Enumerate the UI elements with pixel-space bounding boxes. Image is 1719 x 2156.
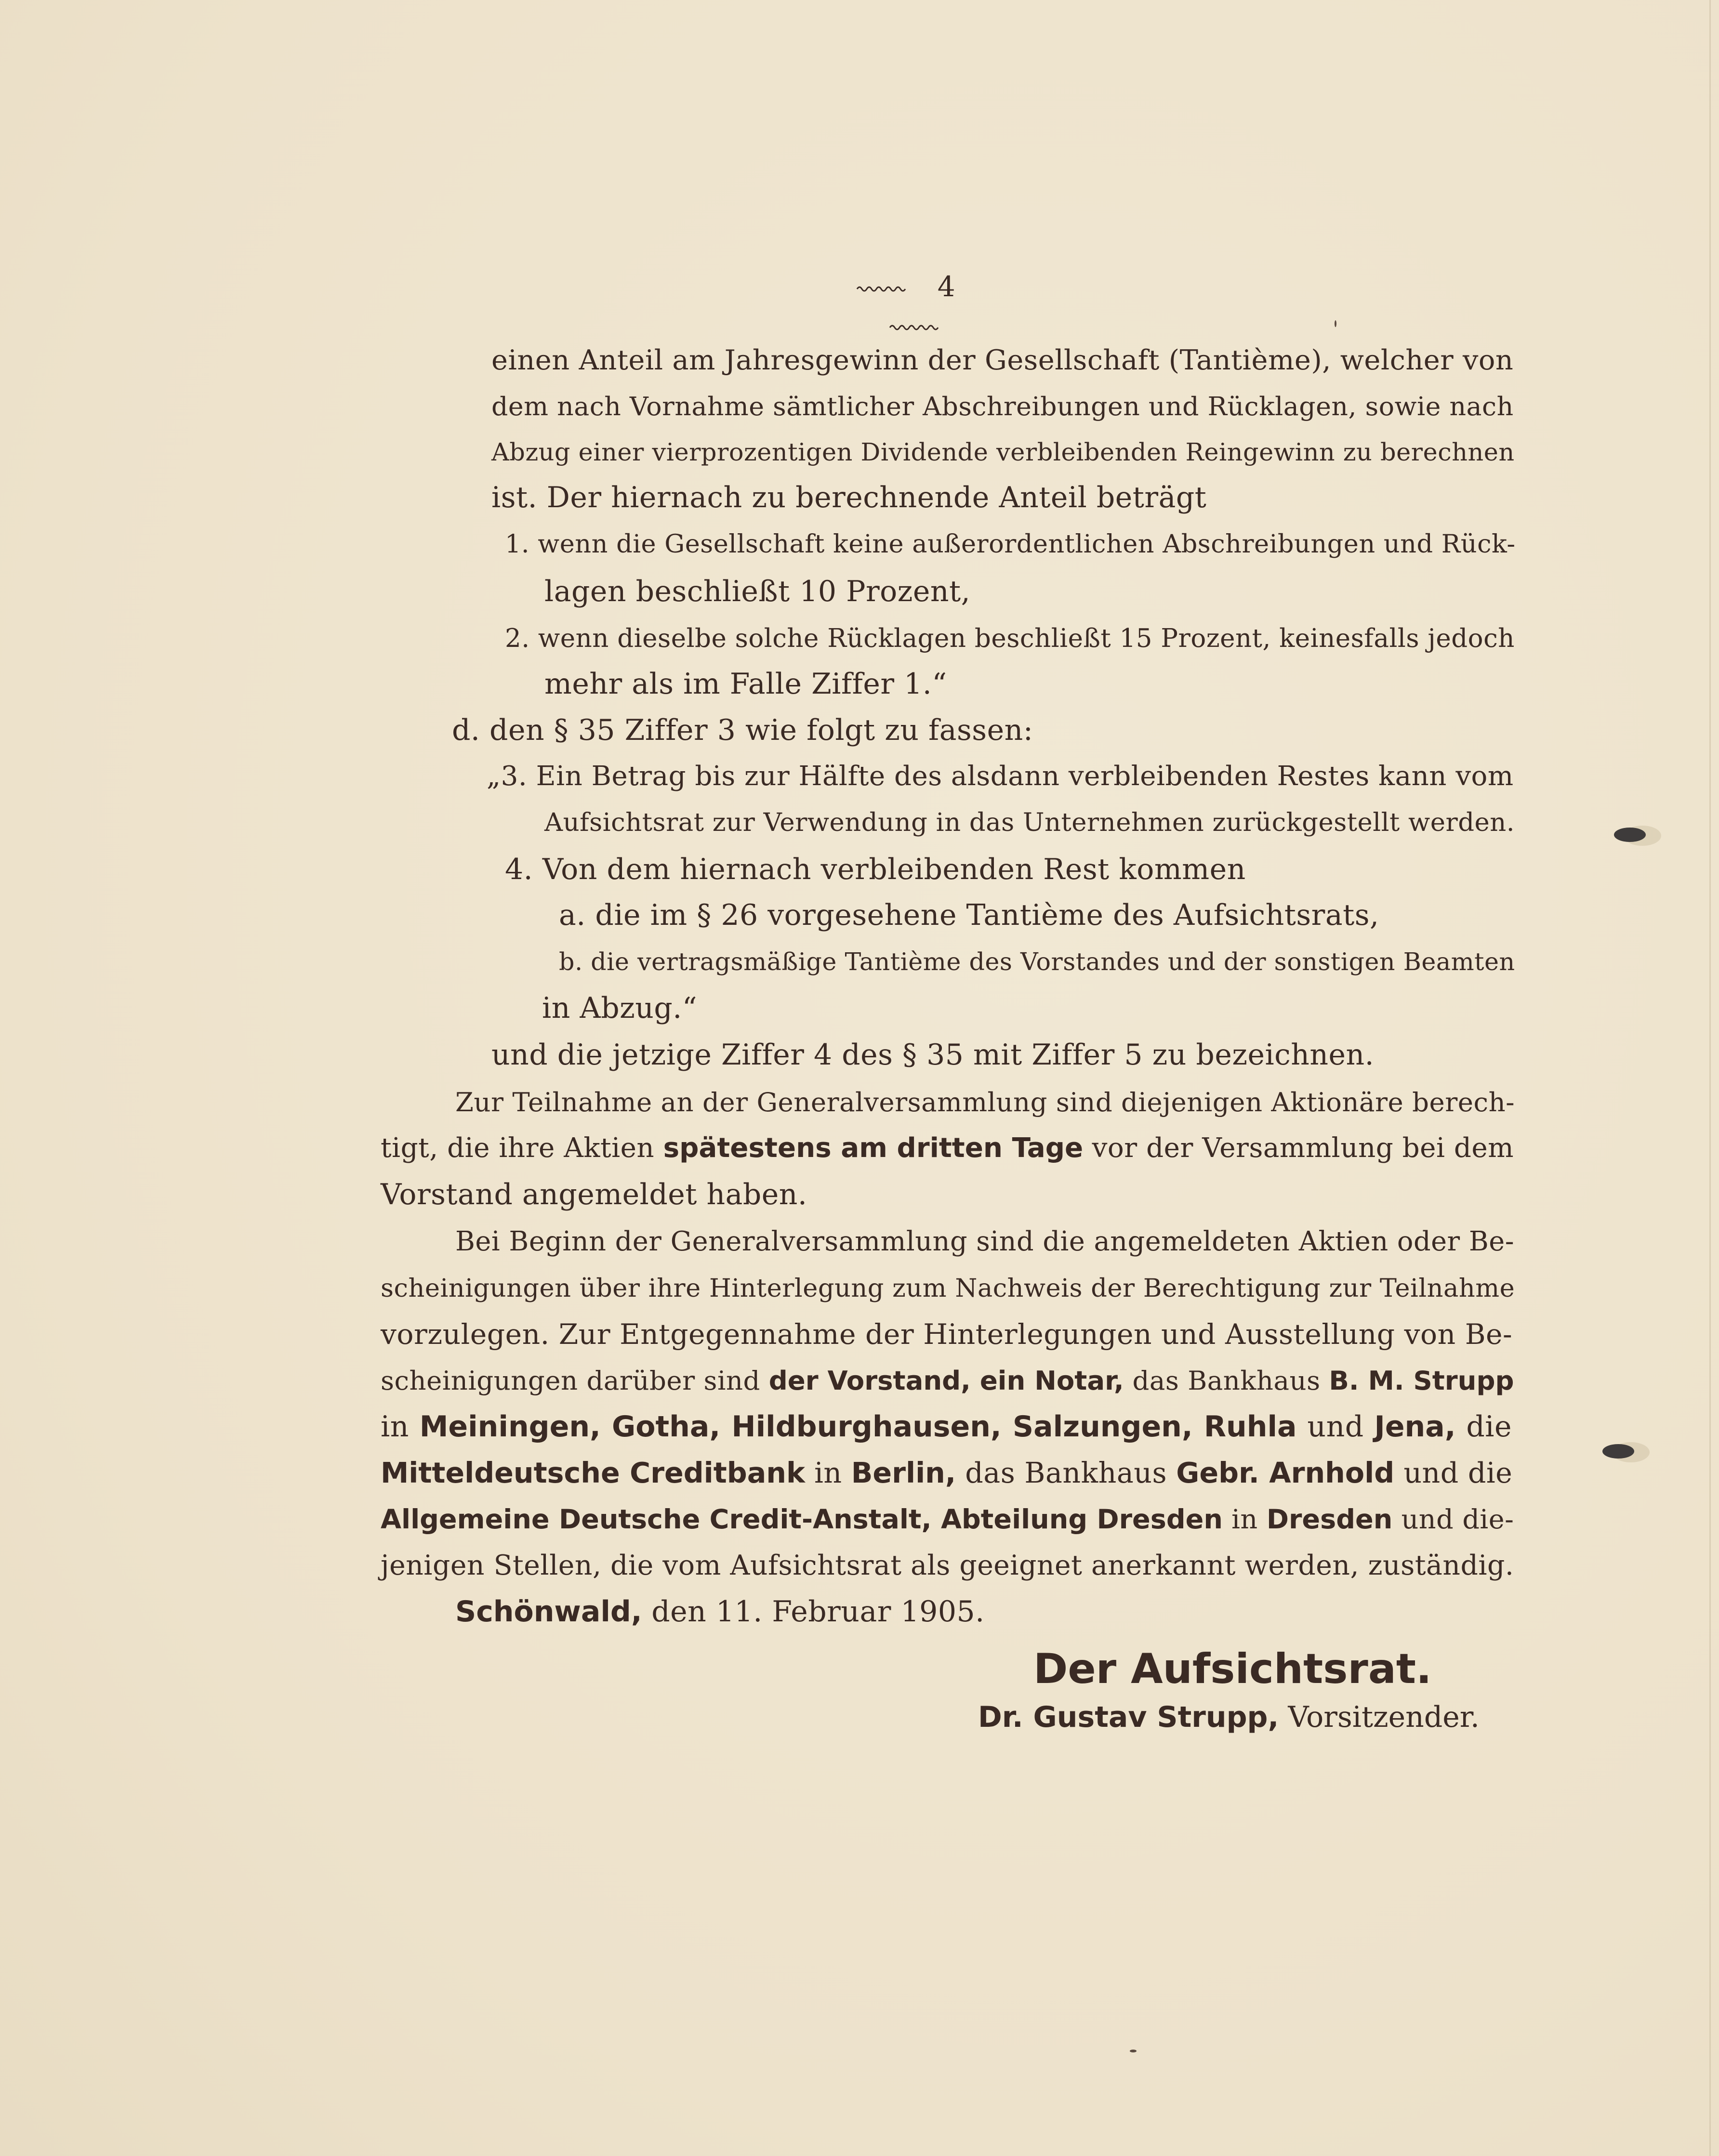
clause-4b-cont: in Abzug.“ (542, 991, 698, 1025)
clause-4: 4. Von dem hiernach verbleibenden Rest kommen (505, 853, 1246, 886)
page-edge (1709, 0, 1711, 2156)
para1-line: Zur Teilnahme an der Generalversammlung sind diejenigen Aktionäre berech- (455, 1087, 1515, 1117)
para2-line (381, 1410, 1512, 1444)
list-item-2: 2. wenn dieselbe solche Rücklagen beschließt 15 Prozent, keinesfalls jedoch (505, 624, 1515, 653)
list-item-1-cont: lagen beschließt 10 Prozent, (544, 575, 971, 608)
page-number-text: 4 (937, 270, 955, 303)
para2-line: scheinigungen über ihre Hinterlegung zum Nachweis der Berechtigung zur Teilnahme (381, 1274, 1515, 1303)
signer-name: Dr. Gustav Strupp, (978, 1700, 1279, 1734)
bold-city: Berlin, (851, 1457, 956, 1489)
list-item-1: 1. wenn die Gesellschaft keine außerordentlichen Abschreibungen und Rück- (505, 529, 1516, 559)
bold-city: Dresden (1266, 1504, 1393, 1535)
text-run: in (805, 1457, 851, 1489)
dateline (455, 1595, 985, 1629)
bold-bank-name: Gebr. Arnhold (1176, 1457, 1395, 1489)
signature-line (978, 1700, 1480, 1734)
bold-deadline: spätestens am dritten Tage (663, 1132, 1084, 1164)
text-run: die (1455, 1410, 1512, 1444)
closing-body: Der Aufsichtsrat. (1033, 1645, 1432, 1693)
clause-d: d. den § 35 Ziffer 3 wie folgt zu fassen: (452, 713, 1033, 747)
para2-line (381, 1456, 1512, 1490)
para2-line (381, 1364, 1512, 1397)
text-line: dem nach Vornahme sämtlicher Abschreibungen und Rücklagen, sowie nach (491, 391, 1514, 421)
text-run: das Bankhaus (1124, 1365, 1329, 1396)
wave-ornament-left-icon (856, 282, 909, 296)
date-text: den 11. Februar 1905. (642, 1595, 985, 1629)
text-run: tigt, die ihre Aktien (381, 1132, 663, 1164)
text-run: scheinigungen darüber sind (381, 1365, 769, 1396)
text-line: ist. Der hiernach zu berechnende Anteil beträgt (491, 481, 1207, 514)
list-item-2-cont: mehr als im Falle Ziffer 1.“ (544, 667, 947, 701)
text-run: und (1296, 1410, 1375, 1444)
para2-line (381, 1503, 1512, 1537)
text-run: und die (1394, 1457, 1513, 1489)
punch-hole-top (1614, 828, 1646, 842)
clause-3: „3. Ein Betrag bis zur Hälfte des alsdann verbleibenden Restes kann vom (487, 761, 1514, 792)
speck (1130, 2050, 1137, 2052)
signer-role: Vorsitzender. (1279, 1700, 1480, 1734)
text-line: einen Anteil am Jahresgewinn der Gesellschaft (Tantième), welcher von (491, 344, 1514, 376)
text-run: in (381, 1410, 420, 1444)
bold-run: der Vorstand, ein Notar, (768, 1365, 1124, 1396)
bold-bank-name: Allgemeine Deutsche Credit-Anstalt, Abteilung Dresden (381, 1504, 1223, 1535)
bold-cities: Meiningen, Gotha, Hildburghausen, Salzungen, Ruhla (419, 1410, 1297, 1444)
clause-4b: b. die vertragsmäßige Tantième des Vorstandes und der sonstigen Beamten (559, 947, 1515, 976)
speck (1335, 320, 1336, 327)
text-run: in (1222, 1504, 1267, 1535)
punch-hole-bottom (1602, 1444, 1634, 1459)
text-line: und die jetzige Ziffer 4 des § 35 mit Ziffer 5 zu bezeichnen. (491, 1038, 1375, 1072)
bold-city: Jena, (1374, 1410, 1456, 1444)
para1-line (381, 1131, 1512, 1165)
para1-line: Vorstand angemeldet haben. (381, 1178, 807, 1211)
text-run: und die- (1392, 1504, 1514, 1535)
text-run: das Bankhaus (956, 1457, 1177, 1489)
bold-bank-name: B. M. Strupp (1329, 1365, 1514, 1396)
bold-bank-name: Mitteldeutsche Creditbank (381, 1457, 805, 1489)
page-number (836, 267, 995, 306)
para2-line: Bei Beginn der Generalversammlung sind die angemeldeten Aktien oder Be- (455, 1226, 1515, 1257)
text-line: Abzug einer vierprozentigen Dividende verbleibenden Reingewinn zu berechnen (491, 438, 1515, 467)
clause-3-cont: Aufsichtsrat zur Verwendung in das Unternehmen zurückgestellt werden. (544, 808, 1515, 837)
clause-4a: a. die im § 26 vorgesehene Tantième des Aufsichtsrats, (559, 898, 1379, 932)
text-run: vor der Versammlung bei dem (1083, 1132, 1514, 1164)
para2-line: jenigen Stellen, die vom Aufsichtsrat als geeignet anerkannt werden, zuständig. (381, 1550, 1514, 1581)
para2-line: vorzulegen. Zur Entgegennahme der Hinterlegungen und Ausstellung von Be- (381, 1318, 1513, 1351)
wave-ornament-right-icon (889, 320, 942, 335)
place-name: Schönwald, (455, 1595, 642, 1629)
